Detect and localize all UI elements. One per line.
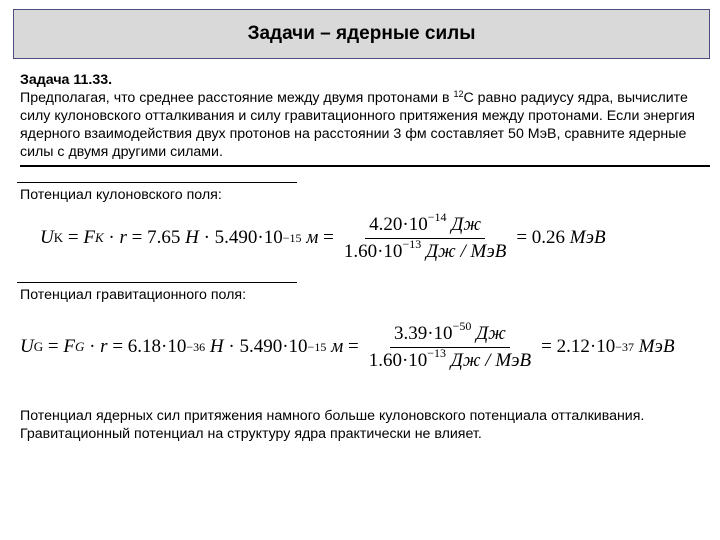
coulomb-lhs: U: [40, 227, 54, 248]
gravity-formula: U G = F G · r = 6.18·10 −36 H · 5.490·10 −15 м = $\frac{3.39\cdot 10^{-50} Дж}{1.60\cdot 10^{-13} Дж / МэВ}$ = 2.12·10 −37 МэВ: [20, 318, 675, 371]
coulomb-force-unit: H: [185, 227, 199, 248]
gravity-section-label: Потенциал гравитационного поля:: [20, 286, 320, 304]
gravity-r-symbol: r: [100, 336, 108, 357]
gravity-force-symbol: F: [63, 336, 75, 357]
gravity-numerator: [390, 318, 510, 348]
coulomb-section-label: Потенциал кулоновского поля:: [20, 186, 320, 204]
coulomb-den-value: 1.60·10: [343, 240, 403, 262]
coulomb-result-unit: МэВ: [569, 227, 606, 248]
coulomb-num-value: 4.20·10: [369, 213, 428, 235]
coulomb-den-unit: Дж / МэВ: [425, 240, 507, 262]
gravity-fraction: [365, 318, 535, 372]
coulomb-formula: U K = F K · r = 7.65 H · 5.490·10 −15 м = $\frac{4.20\cdot 10^{-14} Дж}{1.60\cdot 10^{-13} Дж / МэВ}$ = 0.26 МэВ: [40, 209, 606, 262]
task-label: Задача 11.33.: [20, 72, 113, 88]
isotope-superscript: 12: [453, 89, 464, 99]
gravity-num-value: 3.39·10: [393, 322, 453, 344]
task-statement: [20, 71, 710, 167]
coulomb-force-value: 7.65: [147, 227, 181, 248]
coulomb-r-value: 5.490·10: [214, 227, 283, 248]
gravity-denominator: [365, 345, 535, 372]
gravity-den-exp: −13: [427, 345, 447, 360]
gravity-den-value: 1.60·10: [368, 349, 428, 371]
coulomb-num-unit: Дж: [451, 213, 482, 235]
task-text-part2: С равно радиусу ядра, вычислите силу кулоновского отталкивания и силу гравитационного притяжения между протонами. Если энергия ядерного взаимодействия двух протонов на расстоянии 3 фм составляет 50 МэВ, сравните ядерные силы с двумя другими силами.: [20, 90, 695, 160]
coulomb-den-exp: −13: [402, 236, 422, 251]
gravity-r-value: 5.490·10: [239, 336, 308, 357]
coulomb-fraction: [340, 209, 510, 263]
gravity-force-unit: H: [209, 336, 224, 357]
gravity-num-unit: Дж: [476, 322, 506, 344]
gravity-r-unit: м: [331, 336, 344, 357]
coulomb-r-unit: м: [306, 227, 319, 248]
slide-title: Задачи – ядерные силы: [247, 23, 476, 44]
gravity-result: 2.12·10: [556, 336, 616, 357]
coulomb-force-symbol: F: [83, 227, 95, 248]
slide-title-box: [13, 9, 710, 59]
coulomb-num-exp: −14: [427, 209, 447, 224]
coulomb-r-symbol: r: [119, 227, 127, 248]
gravity-den-unit: Дж / МэВ: [450, 349, 532, 371]
conclusion-text: Потенциал ядерных сил притяжения намного больше кулоновского потенциала отталкивания. Гравитационный потенциал на структуру ядра практически не влияет.: [20, 408, 645, 442]
gravity-num-exp: −50: [452, 318, 472, 333]
gravity-result-unit: МэВ: [638, 336, 675, 357]
coulomb-result: 0.26: [531, 227, 566, 248]
coulomb-numerator: [365, 209, 485, 239]
task-text-part1: Предполагая, что среднее расстояние между двумя протонами в: [20, 90, 454, 106]
coulomb-denominator: [340, 236, 510, 263]
gravity-force-value: 6.18·10: [127, 336, 187, 357]
gravity-lhs: U: [20, 336, 34, 357]
